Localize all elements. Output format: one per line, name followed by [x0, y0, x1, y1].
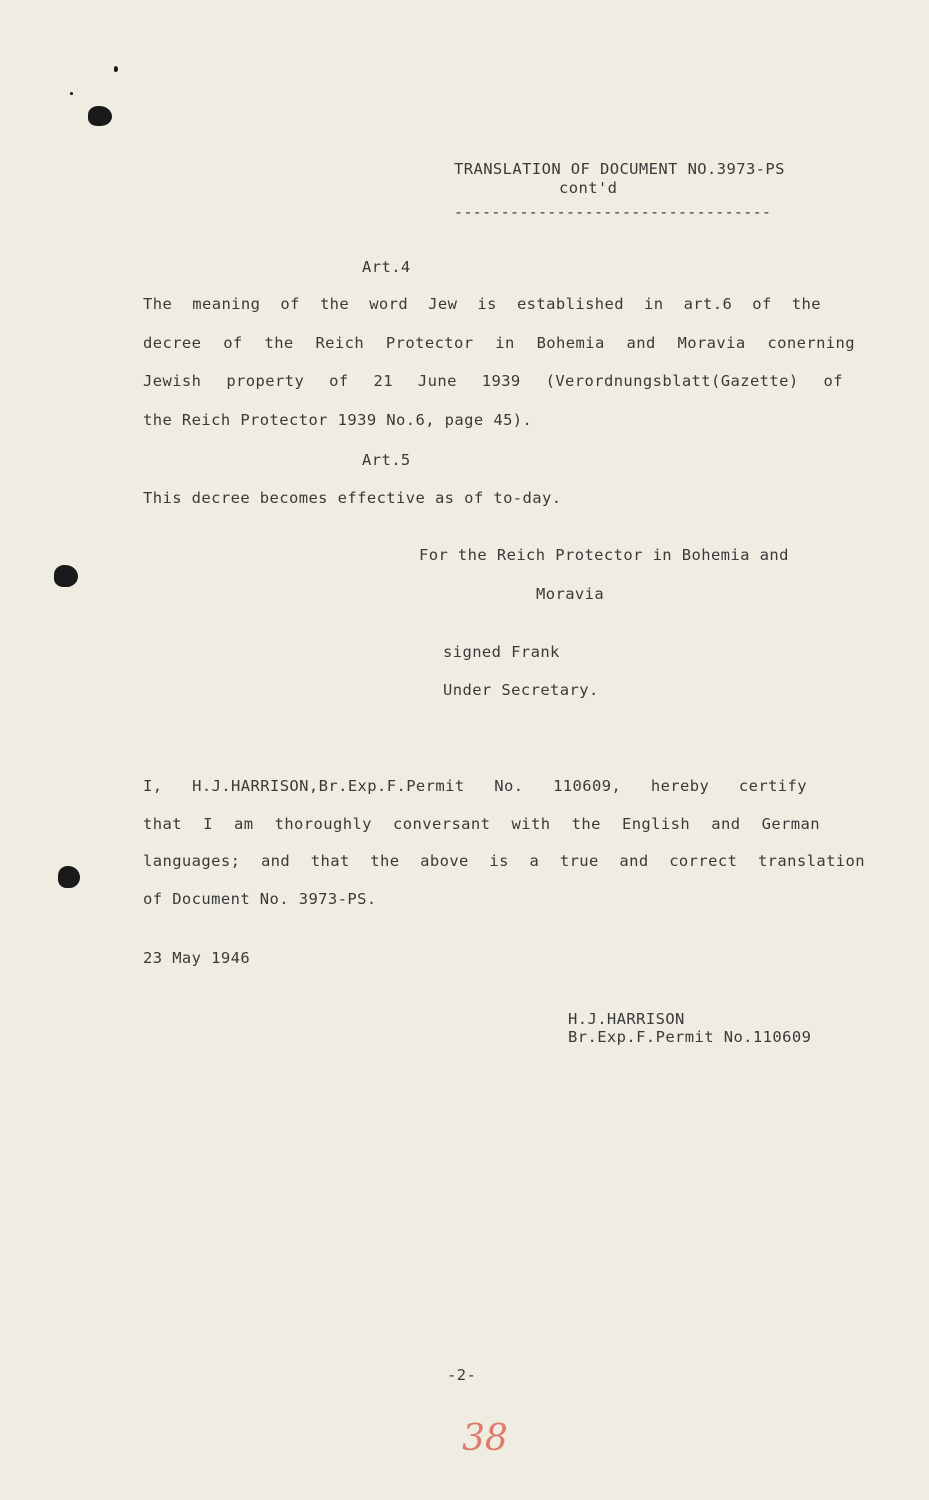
- article-line: The meaning of the word Jew is established in art.6 of the: [143, 295, 821, 313]
- article-line: Jewish property of 21 June 1939 (Verordnungsblatt(Gazette) of: [143, 372, 843, 390]
- punch-hole-middle: [54, 565, 78, 587]
- certification-date: 23 May 1946: [143, 949, 251, 967]
- certification-line: of Document No. 3973-PS.: [143, 890, 377, 908]
- article-line: the Reich Protector 1939 No.6, page 45).: [143, 411, 533, 429]
- punch-hole-bottom: [58, 866, 80, 888]
- certification-line: languages; and that the above is a true and correct translation: [143, 852, 865, 870]
- page-number: -2-: [447, 1366, 477, 1384]
- ink-speck: [114, 66, 118, 72]
- header-rule: ----------------------------------: [454, 203, 772, 221]
- signatory-for-line: For the Reich Protector in Bohemia and: [419, 546, 789, 564]
- article-heading: Art.4: [362, 258, 411, 276]
- ink-speck: [70, 92, 73, 95]
- document-title: TRANSLATION OF DOCUMENT NO.3973-PS: [454, 160, 785, 178]
- signatory-title: Under Secretary.: [443, 681, 599, 699]
- document-subtitle: cont'd: [559, 179, 618, 197]
- certification-line: that I am thoroughly conversant with the English and German: [143, 815, 820, 833]
- folio-number: 38: [462, 1418, 508, 1459]
- signatory-for-line-2: Moravia: [536, 585, 605, 603]
- translator-permit: Br.Exp.F.Permit No.110609: [568, 1028, 812, 1046]
- article-heading: Art.5: [362, 451, 411, 469]
- article-line: decree of the Reich Protector in Bohemia and Moravia conerning: [143, 334, 855, 352]
- certification-line: I, H.J.HARRISON,Br.Exp.F.Permit No. 110609, hereby certify: [143, 777, 807, 795]
- punch-hole-top: [88, 106, 112, 126]
- signed-line: signed Frank: [443, 643, 560, 661]
- article-line: This decree becomes effective as of to-day.: [143, 489, 562, 507]
- translator-name: H.J.HARRISON: [568, 1010, 685, 1028]
